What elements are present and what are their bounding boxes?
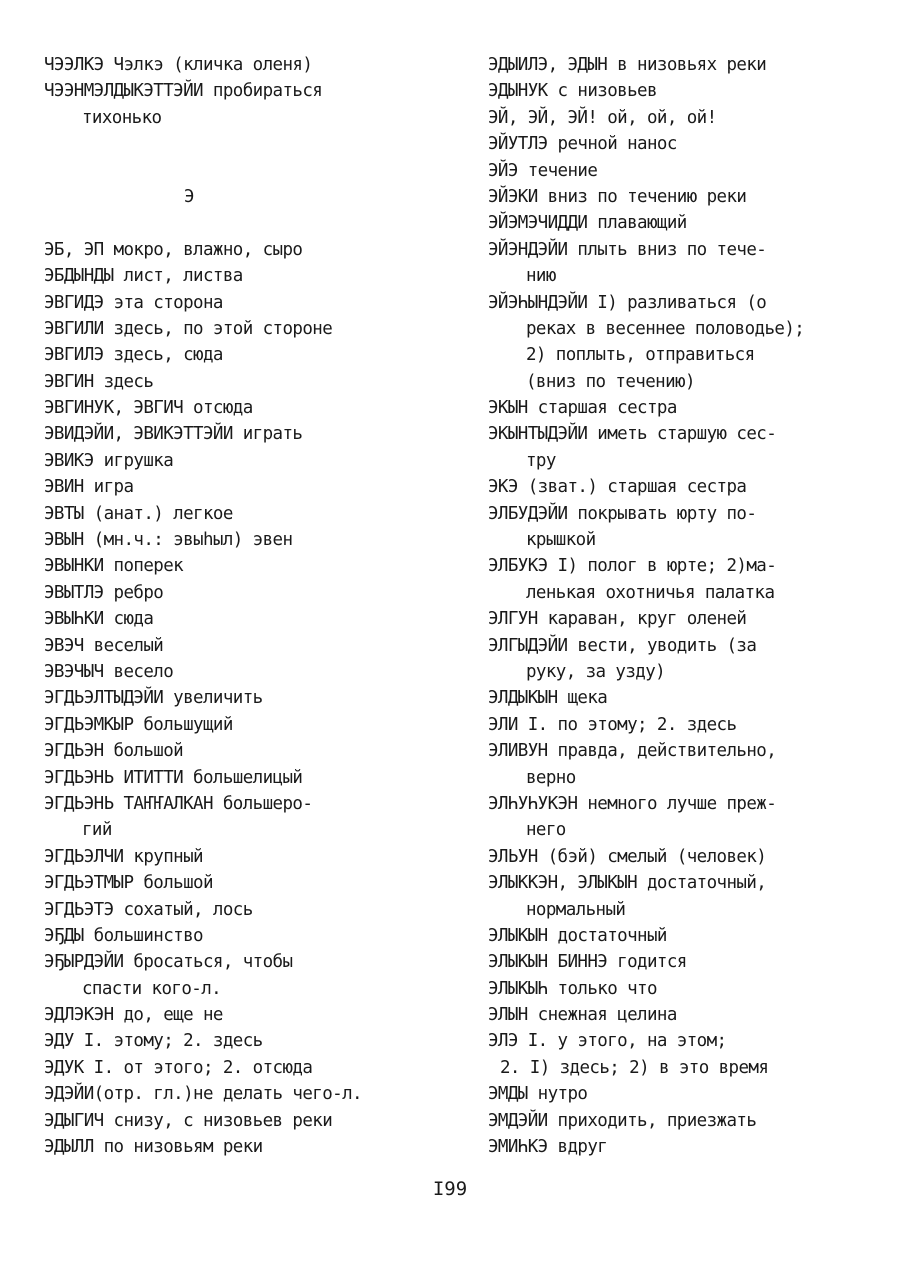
dictionary-entry: ЭЙЭМЭЧИДДИ плавающий xyxy=(488,213,687,234)
dictionary-entry: ЭЛЫКЫН достаточный xyxy=(488,925,667,946)
dictionary-entry-continuation: верно xyxy=(526,767,576,788)
dictionary-entry-continuation: спасти кого-л. xyxy=(82,978,222,999)
dictionary-entry: ЭГДЬЭМКЫР большущий xyxy=(44,714,233,735)
dictionary-entry: ЭГДЬЭЛТЫДЭЙИ увеличить xyxy=(44,688,263,709)
dictionary-entry: ЭҔЫРДЭЙИ бросаться, чтобы xyxy=(44,952,293,973)
dictionary-entry: ЭВЫТЛЭ ребро xyxy=(44,582,164,603)
dictionary-entry-continuation: нормальный xyxy=(526,899,626,920)
dictionary-entry: ЭДЛЭКЭН до, еще не xyxy=(44,1005,223,1026)
dictionary-entry: ЭҔДЫ большинство xyxy=(44,925,203,946)
left-entries-block-1 xyxy=(44,52,454,131)
dictionary-entry: ЭЙЭ течение xyxy=(488,160,598,181)
dictionary-entry: ЭЛИВУН правда, действительно, xyxy=(488,741,777,762)
dictionary-entry: ЭГДЬЭНЬ ТАҤҤАЛКАН большеро- xyxy=(44,793,313,814)
dictionary-entry: ЭВЫН (мн.ч.: эвыһыл) эвен xyxy=(44,530,293,551)
dictionary-entry: ЭВГИЛИ здесь, по этой стороне xyxy=(44,318,333,339)
dictionary-entry-continuation: крышкой xyxy=(526,530,596,551)
dictionary-entry: ЭЛЫКЫН БИННЭ годится xyxy=(488,952,687,973)
left-entries-block-2 xyxy=(44,237,454,1161)
dictionary-entry-continuation: гий xyxy=(82,820,112,841)
dictionary-entry: ЭДЭЙИ(отр. гл.)не делать чего-л. xyxy=(44,1084,362,1105)
dictionary-entry: ЭКЭ (зват.) старшая сестра xyxy=(488,477,747,498)
blank-line xyxy=(44,210,454,236)
dictionary-entry: ЭЛЬУН (бэй) смелый (человек) xyxy=(488,846,767,867)
dictionary-entry: ЭЙЭНДЭЙИ плыть вниз по тече- xyxy=(488,239,767,260)
dictionary-entry: ЭЙУТЛЭ речной нанос xyxy=(488,134,677,155)
dictionary-entry: ЭМДЭЙИ приходить, приезжать xyxy=(488,1110,757,1131)
dictionary-entry: ЭЛГЫДЭЙИ вести, уводить (за xyxy=(488,635,757,656)
dictionary-entry: ЭКЫН старшая сестра xyxy=(488,398,677,419)
dictionary-entry: ЭБ, ЭП мокро, влажно, сыро xyxy=(44,239,303,260)
dictionary-entry: ЭЛГУН караван, круг оленей xyxy=(488,609,747,630)
dictionary-entry-continuation: него xyxy=(526,820,566,841)
dictionary-entry: ЭЛЫКЫҺ только что xyxy=(488,978,657,999)
dictionary-entry: ЭВИДЭЙИ, ЭВИКЭТТЭЙИ играть xyxy=(44,424,303,445)
dictionary-entry: ЭВЫНКИ поперек xyxy=(44,556,184,577)
blank-line xyxy=(44,158,454,184)
dictionary-entry: ЭВЫҺКИ сюда xyxy=(44,609,154,630)
dictionary-entry: ЭЛЭ I. у этого, на этом; xyxy=(488,1031,727,1052)
page-number: I99 xyxy=(432,1178,468,1200)
dictionary-entry: ЭЛИ I. по этому; 2. здесь xyxy=(488,714,737,735)
dictionary-entry: ЭГДЬЭН большой xyxy=(44,741,184,762)
dictionary-entry-continuation: нию xyxy=(526,266,556,287)
dictionary-entry: ЧЭЭЛКЭ Чэлкэ (кличка оленя) xyxy=(44,55,313,75)
dictionary-entry: ЭГДЬЭЛЧИ крупный xyxy=(44,846,203,867)
dictionary-entry-continuation: 2) поплыть, отправиться xyxy=(526,345,755,366)
dictionary-entry-continuation: руку, за узду) xyxy=(526,661,666,682)
dictionary-entry: ЧЭЭНМЭЛДЫКЭТТЭЙИ пробираться xyxy=(44,81,323,102)
dictionary-entry: ЭВГИНУК, ЭВГИЧ отсюда xyxy=(44,398,253,419)
dictionary-entry: ЭЙЭКИ вниз по течению реки xyxy=(488,186,747,207)
dictionary-entry: ЭЛЫН снежная целина xyxy=(488,1005,677,1026)
section-letter-heading: Э xyxy=(184,186,195,207)
left-column xyxy=(44,52,454,1160)
dictionary-entry: ЭБДЫНДЫ лист, листва xyxy=(44,266,243,287)
dictionary-entry: ЭДЫИЛЭ, ЭДЫН в низовьях реки xyxy=(488,55,767,75)
dictionary-entry: ЭЛЫККЭН, ЭЛЫКЫН достаточный, xyxy=(488,873,767,894)
dictionary-entry: ЭЙЭҺЫНДЭЙИ I) разливаться (о xyxy=(488,292,767,313)
dictionary-entry: ЭВГИН здесь xyxy=(44,371,154,392)
dictionary-entry: ЭДУК I. от этого; 2. отсюда xyxy=(44,1057,313,1078)
dictionary-entry: ЭДУ I. этому; 2. здесь xyxy=(44,1031,263,1052)
dictionary-entry: ЭМДЫ нутро xyxy=(488,1084,588,1105)
dictionary-entry-continuation: ленькая охотничья палатка xyxy=(526,582,775,603)
dictionary-entry-continuation: тихонько xyxy=(82,107,162,128)
dictionary-entry: ЭВИКЭ игрушка xyxy=(44,450,174,471)
dictionary-entry: ЭЛБУКЭ I) полог в юрте; 2)ма- xyxy=(488,556,777,577)
dictionary-entry: ЭВЭЧ веселый xyxy=(44,635,164,656)
dictionary-entry-continuation: 2. I) здесь; 2) в это время xyxy=(500,1057,769,1078)
dictionary-entry: ЭДЫГИЧ снизу, с низовьев реки xyxy=(44,1110,333,1131)
dictionary-entry-continuation: (вниз по течению) xyxy=(526,371,695,392)
dictionary-entry: ЭДЫНУК с низовьев xyxy=(488,81,657,102)
dictionary-entry-continuation: реках в весеннее половодье); xyxy=(526,318,805,339)
dictionary-entry: ЭЛБУДЭЙИ покрывать юрту по- xyxy=(488,503,757,524)
dictionary-entry: ЭМИҺКЭ вдруг xyxy=(488,1137,608,1158)
dictionary-entry: ЭЛДЫКЫН щека xyxy=(488,688,608,709)
dictionary-entry: ЭДЫЛЛ по низовьям реки xyxy=(44,1137,263,1158)
dictionary-entry: ЭКЫНТЫДЭЙИ иметь старшую сес- xyxy=(488,424,777,445)
dictionary-entry: ЭВТЫ (анат.) легкое xyxy=(44,503,233,524)
dictionary-entry: ЭВЭЧЫЧ весело xyxy=(44,661,174,682)
dictionary-entry: ЭГДЬЭТЭ сохатый, лось xyxy=(44,899,253,920)
dictionary-entry: ЭЛҺУҺУКЭН немного лучше преж- xyxy=(488,793,777,814)
blank-line xyxy=(44,131,454,157)
dictionary-entry: ЭВГИЛЭ здесь, сюда xyxy=(44,345,223,366)
dictionary-entry: ЭГДЬЭТМЫР большой xyxy=(44,873,213,894)
dictionary-entry-continuation: тру xyxy=(526,450,556,471)
dictionary-entry: ЭГДЬЭНЬ ИТИТТИ большелицый xyxy=(44,767,303,788)
dictionary-entry: ЭВГИДЭ эта сторона xyxy=(44,292,223,313)
dictionary-entry: ЭЙ, ЭЙ, ЭЙ! ой, ой, ой! xyxy=(488,107,717,128)
dictionary-entry: ЭВИН игра xyxy=(44,477,134,498)
right-column xyxy=(488,52,893,1160)
